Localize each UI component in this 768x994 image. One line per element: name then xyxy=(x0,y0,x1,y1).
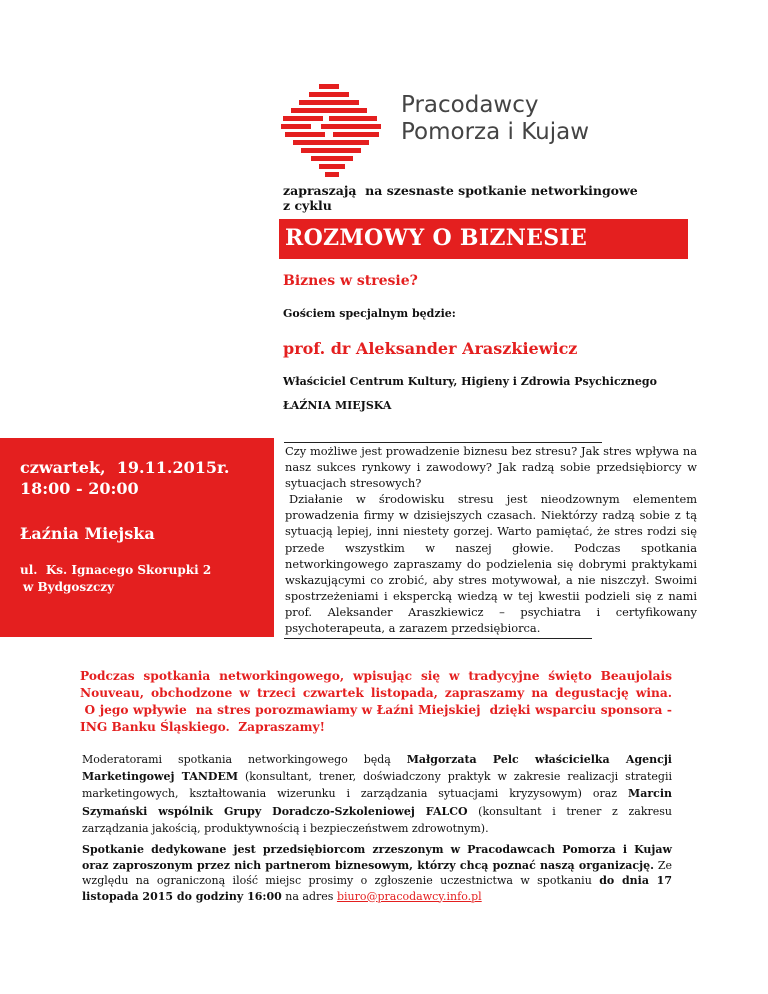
moderators-text-2: (konsultant, trener, doświadczony praktyk w zakresie realizacji strategii marketingowych, kształtowania wizerunku i zarządzania sytuacjami kryzysowym) oraz xyxy=(82,770,672,801)
event-address-line-2: w Bydgoszczy xyxy=(23,580,115,594)
series-banner xyxy=(279,219,688,259)
moderators-text-1: Moderatorami spotkania networkingowego będą xyxy=(82,753,407,766)
event-time: 18:00 - 20:00 xyxy=(20,479,139,498)
moderators-text-3: (konsultant i trener z zakresu zarządzania jakością, produktywnością i bezpieczeństwem zdrowotnym). xyxy=(82,804,672,835)
wine-tasting-paragraph xyxy=(80,668,672,736)
wine-line-1: Podczas spotkania networkingowego, wpisując się w tradycyjne święto Beaujolais xyxy=(80,669,672,683)
series-title: ROZMOWY O BIZNESIE xyxy=(285,225,588,251)
event-details-box xyxy=(0,438,274,637)
event-description xyxy=(285,443,697,636)
audience-text: Spotkanie dedykowane jest przedsiębiorcom zrzeszonym w Pracodawcach Pomorza i Kujaw oraz zaproszonym przez nich partnerom biznesowym, którzy chcą poznać naszą organizację. xyxy=(82,843,672,872)
guest-name: prof. dr Aleksander Araszkiewicz xyxy=(283,339,578,358)
wine-line-2: Nouveau, obchodzone w trzeci czwartek listopada, zapraszamy na degustację wina. xyxy=(80,686,672,700)
moderator-1: Małgorzata Pelc właścicielka Agencji Marketingowej TANDEM xyxy=(82,753,672,784)
wine-line-3: O jego wpływie na stres porozmawiamy w Łaźni Miejskiej dzięki wsparciu sponsora - xyxy=(80,703,672,717)
event-address xyxy=(20,562,211,596)
company-logo-mark xyxy=(281,84,391,180)
event-date: czwartek, 19.11.2015r. xyxy=(20,458,230,477)
description-paragraph-2: Działanie w środowisku stresu jest nieodzownym elementem prowadzenia firmy w dzisiejszych czasach. Niektórzy radzą sobie z tą sytuacją lepiej, inni niestety gorzej. Warto pamiętać, że stres rodzi się przede wszystkim w naszej głowie. Podczas spotkania networkingowego zapraszamy do podzielenia się dobrymi praktykami wskazującymi co zrobić, aby stres motywował, a nie niszczył. Swoimi spostrzeżeniami i ekspercką wiedzą w tej kwestii podzieli się z nami prof. Aleksander Araszkiewicz – psychiatra i certyfikowany psychoterapeuta, a zarazem przedsiębiorca. xyxy=(285,492,697,636)
registration-text-2: na adres xyxy=(281,889,337,903)
divider-bottom xyxy=(284,638,592,639)
invitation-line-2: z cyklu xyxy=(283,198,332,213)
registration-paragraph xyxy=(82,842,672,904)
invitation-line-1: zapraszają na szesnaste spotkanie networkingowe xyxy=(283,183,638,198)
event-topic: Biznes w stresie? xyxy=(283,273,418,289)
moderators-paragraph xyxy=(82,751,672,837)
logo-line-1: Pracodawcy xyxy=(401,92,539,118)
moderator-2: Marcin Szymański wspólnik Grupy Doradczo-Szkoleniowej FALCO xyxy=(82,787,672,818)
guest-organization: ŁAŹNIA MIEJSKA xyxy=(283,399,392,412)
event-place: Łaźnia Miejska xyxy=(20,524,155,543)
logo-line-2: Pomorza i Kujaw xyxy=(401,119,590,145)
event-address-line-1: ul. Ks. Ignacego Skorupki 2 xyxy=(20,563,212,577)
registration-deadline: do dnia 17 listopada 2015 do godziny 16:00 xyxy=(82,874,672,903)
guest-label: Gościem specjalnym będzie: xyxy=(283,307,456,320)
event-datetime xyxy=(20,457,230,499)
registration-email-link[interactable]: biuro@pracodawcy.info.pl xyxy=(336,889,482,903)
company-logo-text xyxy=(401,92,589,146)
registration-text-1: Ze względu na ograniczoną ilość miejsc prosimy o zgłoszenie uczestnictwa w spotkaniu xyxy=(82,858,672,887)
description-paragraph-1: Czy możliwe jest prowadzenie biznesu bez stresu? Jak stres wpływa na nasz sukces rynkowy i zawodowy? Jak radzą sobie przedsiębiorcy w sytuacjach stresowych? xyxy=(285,444,697,491)
guest-role: Właściciel Centrum Kultury, Higieny i Zdrowia Psychicznego xyxy=(283,375,657,388)
wine-line-4: ING Banku Śląskiego. Zapraszamy! xyxy=(80,720,325,734)
invitation-text xyxy=(283,183,683,213)
